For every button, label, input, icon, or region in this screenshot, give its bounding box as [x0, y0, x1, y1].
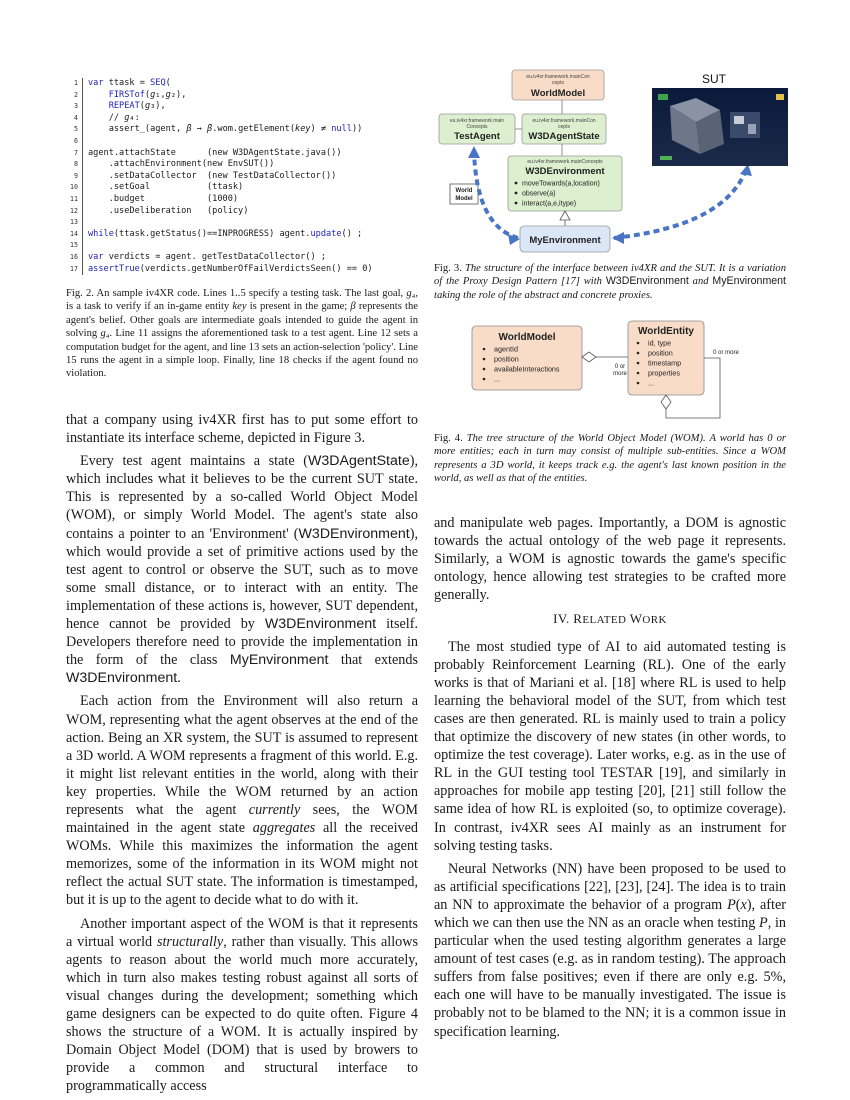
- code-line: [66, 90, 416, 102]
- code-line-number: 3: [74, 102, 78, 111]
- fig3-w3denv-box: [508, 156, 622, 211]
- fig3-ta-title: TestAgent: [454, 131, 500, 142]
- left-paragraph: Every test agent maintains a state (W3DAgentState), which includes what it believes to be the current SUT state. This is represented by a so-called World Object Model (WOM), or simply World Model. The agent's state also contains a pointer to an 'Environment' (W3DEnvironment), which would provide a set of primitive actions used by the test agent to control or observe the SUT, such as to move some small distance, or to interact with an entity. The implementation of these actions is, however, SUT dependent, hence cannot be provided by W3DEnvironment itself. Developers therefore need to provide the implementation in the form of the class MyEnvironment that extends W3DEnvironment.: [66, 453, 418, 687]
- fig4-we-item-4: properties: [648, 368, 680, 378]
- fig4-we-item-1: id, type: [648, 338, 672, 348]
- code-line-number: 16: [70, 252, 78, 261]
- fig3-diagram: [434, 66, 792, 256]
- section-number: IV.: [553, 611, 570, 627]
- code-line-number: 8: [74, 160, 78, 169]
- code-line-number: 13: [70, 218, 78, 227]
- fig4-wm-title: WorldModel: [498, 332, 556, 343]
- fig3-sut-label: SUT: [702, 72, 726, 86]
- code-line-text: var verdicts = agent. getTestDataCollector() ;: [88, 251, 327, 262]
- code-line-number: 5: [74, 125, 78, 134]
- code-line: [66, 240, 416, 252]
- fig3-env-method-2: observe(a): [522, 190, 556, 198]
- fig3-myenv-box: [520, 226, 610, 252]
- fig4-wm-item-2: position: [494, 354, 519, 364]
- code-line: [66, 101, 416, 113]
- fig4-aggregation-diamond: [582, 352, 596, 362]
- fig3-tag-1: World: [455, 188, 473, 194]
- code-line-number: 7: [74, 148, 78, 157]
- fig3-caption: [434, 262, 786, 302]
- fig2-label: Fig. 2.: [66, 288, 94, 299]
- code-line: [66, 159, 416, 171]
- fig3-myenv-title: MyEnvironment: [529, 235, 601, 246]
- fig3-worldmodel-box: [512, 70, 604, 100]
- code-line-text: .budget (1000): [88, 193, 239, 204]
- left-paragraph: that a company using iv4XR first has to put some effort to instantiate its interface scheme, depicted in Figure 3.: [66, 412, 418, 447]
- fig4-wm-item-3: availableInteractions: [494, 364, 560, 374]
- fig4-worldentity-box: [628, 321, 704, 395]
- code-line-text: .setDataCollector (new TestDataCollector()): [88, 170, 337, 181]
- fig3-testagent-box: [439, 114, 515, 144]
- code-line: [66, 124, 416, 136]
- fig4-self-diamond: [661, 395, 671, 409]
- fig3-env-method-1: moveTowards(a,location): [522, 180, 600, 188]
- fig3-as-pkg-2: cepts: [558, 124, 570, 130]
- fig4-caption: [434, 432, 786, 486]
- code-line-number: 10: [70, 183, 78, 192]
- code-line-number: 12: [70, 206, 78, 215]
- fig3-sut-screenshot: [652, 88, 788, 166]
- fig4-wm-item-4: ...: [494, 374, 500, 384]
- code-line-text: while(ttask.getStatus()==INPROGRESS) agent.update() ;: [88, 228, 363, 239]
- fig4-mult-left-2: more: [613, 371, 627, 377]
- code-line-number: 17: [70, 264, 78, 273]
- code-line-text: .setGoal (ttask): [88, 182, 244, 193]
- code-line: [66, 252, 416, 264]
- fig3-ta-pkg-2: Concepts: [466, 124, 488, 130]
- code-line-text: assertTrue(verdicts.getNumberOfFailVerdictsSeen() == 0): [88, 263, 373, 274]
- code-line-number: 4: [74, 113, 78, 122]
- fig4-label: Fig. 4.: [434, 433, 463, 444]
- fig3-text: The structure of the interface between iv4XR and the SUT. It is a variation of the Proxy Design Pattern [17] with W3DEnvironment and MyEnvironment taking the role of the abstract and concrete proxies.: [434, 263, 786, 301]
- fig3-inherit-arrow: [560, 211, 570, 220]
- code-line-number: 9: [74, 171, 78, 180]
- section-title-1: R: [573, 611, 583, 627]
- code-line-text: REPEAT(g₃),: [108, 101, 166, 112]
- code-line-text: assert_(agent, β → β.wom.getElement(key) ≠ null)): [88, 124, 363, 135]
- left-paragraph: Another important aspect of the WOM is that it represents a virtual world structurally, rather than visually. This allows agents to reason about the world much more accurately, which in turn also makes testing robust against all sorts of visual changes during the development; something which game designers can be expected to do quite often. Figure 4 shows the structure of a WOM. It is actually inspired by Domain Object Model (DOM) that is used by browers to provide a common and structural interface to programmatically access: [66, 915, 419, 1095]
- fig4-we-item-5: ...: [648, 378, 654, 388]
- code-line: [66, 182, 416, 194]
- code-line-text: // g₄:: [88, 112, 140, 123]
- fig3-as-pkg-1: eu.iv4xr.framework.mainCon: [532, 118, 596, 124]
- code-line-number: 11: [70, 194, 78, 203]
- left-body-column: [66, 411, 418, 1100]
- fig2-caption: [66, 287, 418, 381]
- fig3-env-title: W3DEnvironment: [525, 166, 605, 177]
- left-paragraph: Each action from the Environment will also return a WOM, representing what the agent observes at the end of the action. Being an XR system, the SUT is assumed to represent a 3D world. A WOM represents a fragment of this world. E.g. it might list relevant entities in the world, along with their key properties. While the WOM returned by an action represents what the agent currently sees, the WOM maintained in the agent state aggregates all the received WOMs. While this maximizes the information the agent memorizes, some of the information in its WOM might not reflect the actual SUT state. The information is timestamped, but it is up to the agent to decide what to do with it.: [66, 693, 419, 909]
- section-title-3: W: [629, 611, 643, 627]
- fig2-text: An sample iv4XR code. Lines 1..5 specify a testing task. The last goal, g₄, is a task to verify if an in-game entity key is present in the game; β represents the agent's belief. Other goals are intermediate goals intended to guide the agent in solving g₄. Line 11 assigns the aforementioned task to a test agent. Line 12 sets a computation budget for the agent, and line 13 sets an action-selection 'policy'. Line 15 runs the agent in a simple loop. Finally, line 18 checks if the agent found no violation.: [66, 288, 419, 380]
- fig4-mult-right: 0 or more: [713, 350, 739, 356]
- code-listing: [66, 78, 416, 275]
- related-work-paragraph-2: Neural Networks (NN) have been proposed to be used to as artificial specifications [22], [23], [24]. The idea is to train an NN to approximate the behavior of a program P(x), after which we can then use the NN as an oracle when testing P, in particular when the used testing algorithm generates a large amount of test cases (e.g. as in random testing). The approach suffers from false positives; even if there are only e.g. 5%, each one will have to be manually investigated. The issue is probably not to be blamed to the NN; it is a common issue in specification learning.: [434, 860, 786, 1040]
- code-line-number: 15: [70, 241, 78, 250]
- code-line-text: FIRSTof(g₁,g₂),: [108, 89, 187, 100]
- code-line: [66, 194, 416, 206]
- code-line: [66, 264, 416, 276]
- right-body-column: [434, 514, 786, 1046]
- section-title-2: ELATED: [582, 614, 627, 627]
- code-line: [66, 206, 416, 218]
- right-intro-paragraph: and manipulate web pages. Importantly, a DOM is agnostic towards the actual ontology of the web page it represents. Similarly, a WOM is agnostic towards the game's specific ontology, hence allowing test strategies to be crafted more generally.: [434, 515, 786, 604]
- fig3-dashed-arrow-right: [614, 170, 746, 238]
- fig4-mult-left-1: 0 or: [614, 364, 626, 370]
- fig4-worldmodel-box: [472, 326, 582, 390]
- fig4-we-item-2: position: [648, 348, 673, 358]
- code-line: [66, 148, 416, 160]
- fig3-ta-pkg-1: eu.iv4xr.framework.main: [449, 118, 505, 124]
- fig3-as-title: W3DAgentState: [528, 131, 600, 142]
- fig3-world-model-tag: [450, 184, 478, 204]
- fig4-wm-item-1: agentId: [494, 344, 518, 354]
- code-line: [66, 229, 416, 241]
- fig4-diagram: [434, 318, 754, 424]
- related-work-paragraph-1: The most studied type of AI to aid automated testing is probably Reinforcement Learning (RL). One of the early works is that of Mariani et al. [18] where RL is used to help learning the behavioral model of the SUT, from which test cases are then generated. RL is mainly used to train a policy that optimize the discovery of new states (in other words, to optimize the test coverage). Later works, e.g. as in the use of RL in the GUI testing tool TESTAR [19], and similarly in approaches for mobile app testing [20], [21] still follow the same idea of how RL is exploited (so, to optimize coverage). In contrast, iv4XR sees AI mainly as an instrument for solving testing tasks.: [434, 638, 786, 854]
- code-line: [66, 113, 416, 125]
- code-line: [66, 171, 416, 183]
- fig3-wm-pkg-2: cepts: [552, 80, 564, 86]
- fig3-agentstate-box: [522, 114, 606, 144]
- code-line-text: .useDeliberation (policy): [88, 205, 249, 216]
- code-line-text: agent.attachState (new W3DAgentState.java()): [88, 147, 342, 158]
- code-line: [66, 78, 416, 90]
- code-line-number: 6: [74, 136, 78, 145]
- code-line: [66, 136, 416, 148]
- code-line-text: .attachEnvironment(new EnvSUT()): [88, 159, 275, 170]
- fig4-we-title: WorldEntity: [638, 326, 694, 337]
- fig4-text: The tree structure of the World Object Model (WOM). A world has 0 or more entities; each in turn may consist of multiple sub-entities. Since a WOM represents a 3D world, it keeps track e.g. the agent's last known position in the world, as well as that of the entities.: [434, 433, 786, 485]
- code-line-number: 1: [74, 79, 78, 87]
- fig3-env-pkg: eu.iv4xr.framework.mainConcepts: [527, 159, 603, 165]
- fig3-wm-pkg-1: eu.iv4xr.framework.mainCon: [526, 74, 590, 80]
- section-title-4: ORK: [642, 614, 667, 627]
- fig3-tag-2: Model: [455, 196, 473, 202]
- fig3-label: Fig. 3.: [434, 263, 462, 274]
- fig3-wm-title: WorldModel: [530, 88, 586, 99]
- fig4-we-item-3: timestamp: [648, 358, 682, 368]
- code-line-number: 14: [70, 229, 78, 238]
- fig3-env-method-3: interact(a,e,itype): [522, 200, 577, 208]
- code-line: [66, 217, 416, 229]
- section-heading: [434, 610, 786, 629]
- code-line-text: var ttask = SEQ(: [88, 78, 171, 88]
- code-line-number: 2: [74, 90, 78, 99]
